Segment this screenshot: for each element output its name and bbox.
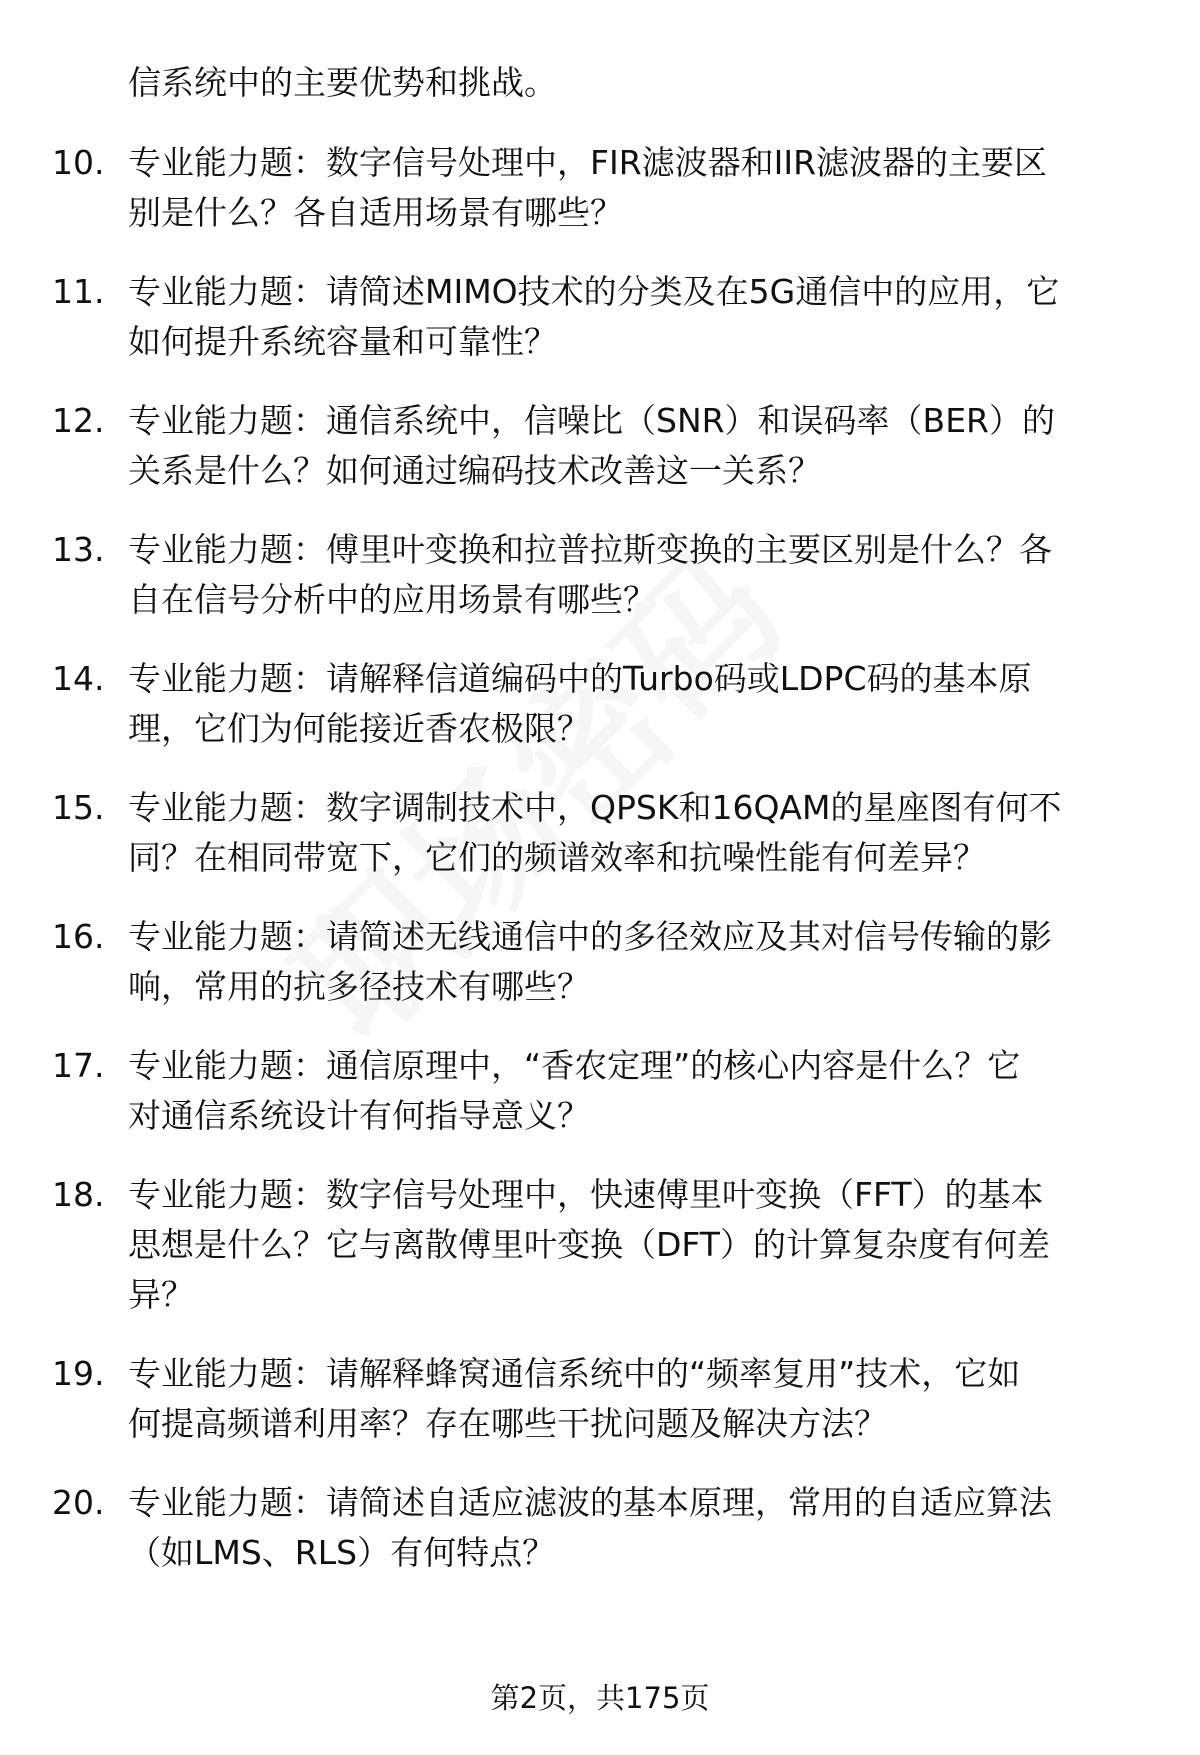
question-item — [0, 912, 1200, 1012]
question-item — [0, 267, 1200, 367]
question-number: 17. — [52, 1046, 105, 1085]
question-item — [0, 654, 1200, 754]
question-item — [0, 1170, 1200, 1320]
question-text-line: 别是什么？各自适用场景有哪些？ — [128, 193, 623, 232]
question-text-line: 专业能力题：数字调制技术中，QPSK和16QAM的星座图有何不 — [128, 788, 1062, 827]
question-text-line: 思想是什么？它与离散傅里叶变换（DFT）的计算复杂度有何差 — [128, 1225, 1050, 1264]
question-number: 10. — [52, 143, 105, 182]
question-item — [0, 396, 1200, 496]
question-text-line: 专业能力题：通信原理中，“香农定理”的核心内容是什么？它 — [128, 1046, 1021, 1085]
question-number: 14. — [52, 659, 105, 698]
question-number: 19. — [52, 1354, 105, 1393]
continuation-text: 信系统中的主要优势和挑战。 — [128, 63, 557, 102]
question-text-line: 异？ — [128, 1275, 194, 1314]
question-text-line: 对通信系统设计有何指导意义？ — [128, 1096, 590, 1135]
question-list — [0, 138, 1200, 1607]
question-item — [0, 138, 1200, 238]
question-text-line: 理，它们为何能接近香农极限？ — [128, 709, 590, 748]
question-item — [0, 1041, 1200, 1141]
question-text-line: 专业能力题：请解释蜂窝通信系统中的“频率复用”技术，它如 — [128, 1354, 1021, 1393]
question-text-line: 专业能力题：通信系统中，信噪比（SNR）和误码率（BER）的 — [128, 401, 1055, 440]
question-text-line: 专业能力题：请简述无线通信中的多径效应及其对信号传输的影 — [128, 917, 1052, 956]
question-text-line: 专业能力题：请简述MIMO技术的分类及在5G通信中的应用，它 — [128, 272, 1060, 311]
question-text-line: （如LMS、RLS）有何特点？ — [128, 1533, 556, 1572]
question-number: 16. — [52, 917, 105, 956]
question-text-line: 专业能力题：请简述自适应滤波的基本原理，常用的自适应算法 — [128, 1483, 1052, 1522]
question-text-line: 专业能力题：傅里叶变换和拉普拉斯变换的主要区别是什么？各 — [128, 530, 1052, 569]
question-item — [0, 1478, 1200, 1578]
question-text-line: 自在信号分析中的应用场景有哪些？ — [128, 580, 656, 619]
question-number: 13. — [52, 530, 105, 569]
question-item — [0, 525, 1200, 625]
question-text-line: 关系是什么？如何通过编码技术改善这一关系？ — [128, 451, 821, 490]
question-text-line: 专业能力题：数字信号处理中，快速傅里叶变换（FFT）的基本 — [128, 1175, 1044, 1214]
question-text-line: 何提高频谱利用率？存在哪些干扰问题及解决方法？ — [128, 1404, 887, 1443]
page-footer: 第2页，共175页 — [490, 1681, 710, 1715]
question-text-line: 响，常用的抗多径技术有哪些？ — [128, 967, 590, 1006]
question-text-line: 同？在相同带宽下，它们的频谱效率和抗噪性能有何差异？ — [128, 838, 986, 877]
question-number: 20. — [52, 1483, 105, 1522]
question-number: 12. — [52, 401, 105, 440]
question-number: 11. — [52, 272, 105, 311]
question-item — [0, 783, 1200, 883]
question-number: 18. — [52, 1175, 105, 1214]
question-text-line: 专业能力题：数字信号处理中，FIR滤波器和IIR滤波器的主要区 — [128, 143, 1048, 182]
question-text-line: 如何提升系统容量和可靠性？ — [128, 322, 557, 361]
question-item — [0, 1349, 1200, 1449]
question-text-line: 专业能力题：请解释信道编码中的Turbo码或LDPC码的基本原 — [128, 659, 1032, 698]
question-number: 15. — [52, 788, 105, 827]
